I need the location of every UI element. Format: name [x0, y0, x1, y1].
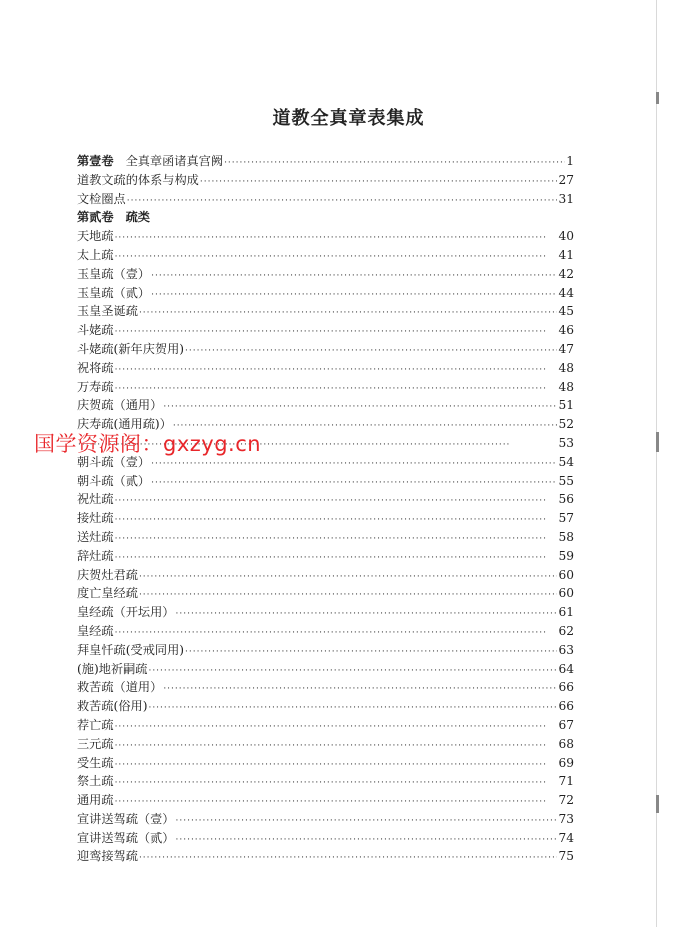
toc-entry-title: 道教文疏的体系与构成: [77, 172, 199, 187]
toc-page-number: 63: [558, 642, 574, 657]
toc-entry-title: 朝斗疏（壹）: [77, 454, 151, 469]
toc-entry-title: 救苦疏(俗用): [77, 699, 148, 714]
toc-leader-dots: [176, 812, 558, 831]
toc-leader-dots: [139, 849, 558, 868]
toc-leader-dots: [176, 831, 558, 850]
toc-entry: [77, 754, 574, 773]
toc-leader-dots: [151, 267, 557, 286]
toc-page-number: 42: [558, 266, 574, 281]
toc-entry-title: 救苦疏（道用）: [77, 680, 163, 695]
toc-entry-title: 庆贺疏（通用）: [77, 398, 163, 413]
toc-page-number: 27: [558, 172, 574, 187]
toc-entry-title: 玉皇圣诞疏: [77, 304, 138, 319]
toc-entry-title: 万寿疏: [77, 379, 114, 394]
toc-leader-dots: [115, 511, 558, 530]
toc-leader-dots: [115, 380, 558, 399]
toc-page-number: 56: [558, 492, 574, 507]
toc-entry: [77, 566, 574, 585]
toc-page-number: 75: [558, 849, 574, 864]
toc-entry-title: [77, 208, 150, 227]
toc-leader-dots: [148, 662, 557, 681]
toc-leader-dots: [115, 756, 558, 775]
toc-entry-title: 文检圈点: [77, 191, 126, 206]
toc-page-number: 69: [558, 755, 574, 770]
toc-entry: [77, 584, 574, 603]
toc-entry-title: (施)地祈嗣疏: [77, 661, 148, 676]
toc-leader-dots: [163, 680, 557, 699]
toc-entry-title: 通用疏: [77, 793, 114, 808]
toc-entry: [77, 716, 574, 735]
scan-mark: [656, 92, 659, 104]
toc-leader-dots: [115, 229, 558, 248]
toc-entry-title: 辞灶疏: [77, 548, 114, 563]
toc-entry: [77, 246, 574, 265]
toc-page-number: 58: [558, 529, 574, 544]
toc-page-number: 52: [558, 417, 574, 432]
toc-page-number: 66: [558, 699, 574, 714]
toc-entry: [77, 547, 574, 566]
toc-entry-title: 祝灶疏: [77, 492, 114, 507]
toc-volume-label: 第贰卷: [77, 210, 114, 225]
toc-entry-title: [77, 152, 223, 171]
toc-leader-dots: [115, 793, 558, 812]
toc-page-number: 1: [566, 154, 574, 168]
toc-entry: [77, 171, 574, 190]
toc-page-number: 60: [558, 567, 574, 582]
toc-entry-title: 天地疏: [77, 229, 114, 244]
toc-entry-title: 宣讲送驾疏（贰）: [77, 830, 175, 845]
toc-leader-dots: [115, 530, 558, 549]
toc-entry: [77, 490, 574, 509]
toc-leader-dots: [115, 549, 558, 568]
toc-entry-title: 受生疏: [77, 755, 114, 770]
toc-entry: [77, 678, 574, 697]
toc-page-number: 62: [558, 623, 574, 638]
toc-leader-dots: [139, 586, 558, 605]
toc-page-number: 61: [558, 605, 574, 620]
toc-entry: [77, 772, 574, 791]
toc-page-number: 44: [558, 285, 574, 300]
toc-page-number: 31: [558, 191, 574, 206]
toc-leader-dots: [163, 398, 557, 417]
scan-mark: [656, 432, 659, 452]
toc-leader-dots: [115, 248, 558, 267]
toc-entry: [77, 735, 574, 754]
toc-page-number: 48: [558, 379, 574, 394]
toc-page-number: 40: [558, 229, 574, 244]
toc-page-number: 73: [558, 811, 574, 826]
toc-entry-title: 接灶疏: [77, 511, 114, 526]
toc-page-number: 46: [558, 323, 574, 338]
toc-entry: [77, 190, 574, 209]
toc-entry: [77, 340, 574, 359]
toc-entry-title: 斗姥疏: [77, 323, 114, 338]
toc-entry-title: 祝将疏: [77, 360, 114, 375]
toc-page-number: 71: [558, 774, 574, 789]
toc-entry-title: 庆贺灶君疏: [77, 567, 138, 582]
table-of-contents: [77, 152, 574, 866]
toc-page-number: 60: [558, 586, 574, 601]
toc-page-number: 41: [558, 247, 574, 262]
toc-entry-title: 三元疏: [77, 736, 114, 751]
toc-entry: [77, 284, 574, 303]
toc-page-number: 72: [558, 793, 574, 808]
toc-entry: [77, 208, 574, 227]
toc-leader-dots: [115, 718, 558, 737]
toc-entry-title: 宣讲送驾疏（壹）: [77, 811, 175, 826]
toc-leader-dots: [176, 605, 558, 624]
toc-entry: [77, 359, 574, 378]
toc-page-number: 59: [558, 548, 574, 563]
toc-entry: [77, 227, 574, 246]
toc-leader-dots: [139, 304, 558, 323]
toc-entry-title: 迎鸾接驾疏: [77, 849, 138, 864]
toc-leader-dots: [115, 361, 558, 380]
toc-volume-title: 疏类: [125, 210, 150, 225]
toc-entry: [77, 641, 574, 660]
toc-page-number: 53: [558, 435, 574, 450]
toc-volume-title: 全真章函诸真宫阙: [125, 154, 224, 168]
toc-leader-dots: [115, 737, 558, 756]
toc-entry: [77, 321, 574, 340]
toc-page-number: 67: [558, 717, 574, 732]
toc-entry-title: 斗姥疏(新年庆贺用): [77, 341, 185, 356]
toc-entry: [77, 829, 574, 848]
toc-leader-dots: [185, 342, 557, 361]
toc-entry: [77, 302, 574, 321]
toc-leader-dots: [139, 568, 558, 587]
toc-entry-title: 度亡皇经疏: [77, 586, 138, 601]
toc-entry: [77, 660, 574, 679]
toc-entry: [77, 697, 574, 716]
toc-page-number: 64: [558, 661, 574, 676]
toc-page-number: 51: [558, 398, 574, 413]
toc-page-number: 68: [558, 736, 574, 751]
toc-entry-title: 送灶疏: [77, 529, 114, 544]
toc-entry: [77, 378, 574, 397]
toc-entry: [77, 603, 574, 622]
toc-entry-title: 玉皇疏（贰）: [77, 285, 151, 300]
scan-page-edge: [656, 0, 657, 927]
watermark: 国学资源阁：gxzyg.cn: [34, 432, 262, 456]
toc-leader-dots: [115, 774, 558, 793]
toc-entry: [77, 472, 574, 491]
toc-entry: [77, 810, 574, 829]
toc-entry: [77, 622, 574, 641]
toc-leader-dots: [224, 154, 565, 173]
toc-entry-title: 玉皇疏（壹）: [77, 266, 151, 281]
toc-entry: [77, 152, 574, 171]
toc-entry: [77, 509, 574, 528]
page-title: 道教全真章表集成: [272, 108, 425, 130]
toc-page-number: 47: [558, 341, 574, 356]
toc-leader-dots: [151, 474, 557, 493]
toc-entry-title: 荐亡疏: [77, 717, 114, 732]
toc-entry-title: 庆寿疏(通用疏)）: [77, 417, 172, 432]
toc-entry-title: 拜皇忏疏(受戒同用): [77, 642, 185, 657]
toc-leader-dots: [148, 699, 557, 718]
toc-page-number: 55: [558, 473, 574, 488]
toc-page-number: 74: [558, 830, 574, 845]
toc-page-number: 66: [558, 680, 574, 695]
toc-entry: [77, 528, 574, 547]
toc-page-number: 45: [558, 304, 574, 319]
toc-entry-title: 祭土疏: [77, 774, 114, 789]
toc-volume-label: 第壹卷: [77, 154, 114, 168]
toc-leader-dots: [151, 286, 557, 305]
toc-leader-dots: [127, 192, 558, 211]
toc-entry-title: 朝斗疏（贰）: [77, 473, 151, 488]
toc-entry: [77, 791, 574, 810]
toc-leader-dots: [185, 643, 557, 662]
scan-mark: [656, 795, 659, 813]
toc-page-number: 48: [558, 360, 574, 375]
toc-entry-title: 皇经疏: [77, 623, 114, 638]
toc-entry-title: 皇经疏（开坛用）: [77, 605, 175, 620]
toc-entry: [77, 847, 574, 866]
toc-entry: [77, 265, 574, 284]
toc-entry: [77, 396, 574, 415]
toc-leader-dots: [200, 173, 558, 192]
toc-leader-dots: [115, 492, 558, 511]
toc-page-number: 57: [558, 511, 574, 526]
toc-page-number: 54: [558, 454, 574, 469]
toc-entry-title: 太上疏: [77, 247, 114, 262]
